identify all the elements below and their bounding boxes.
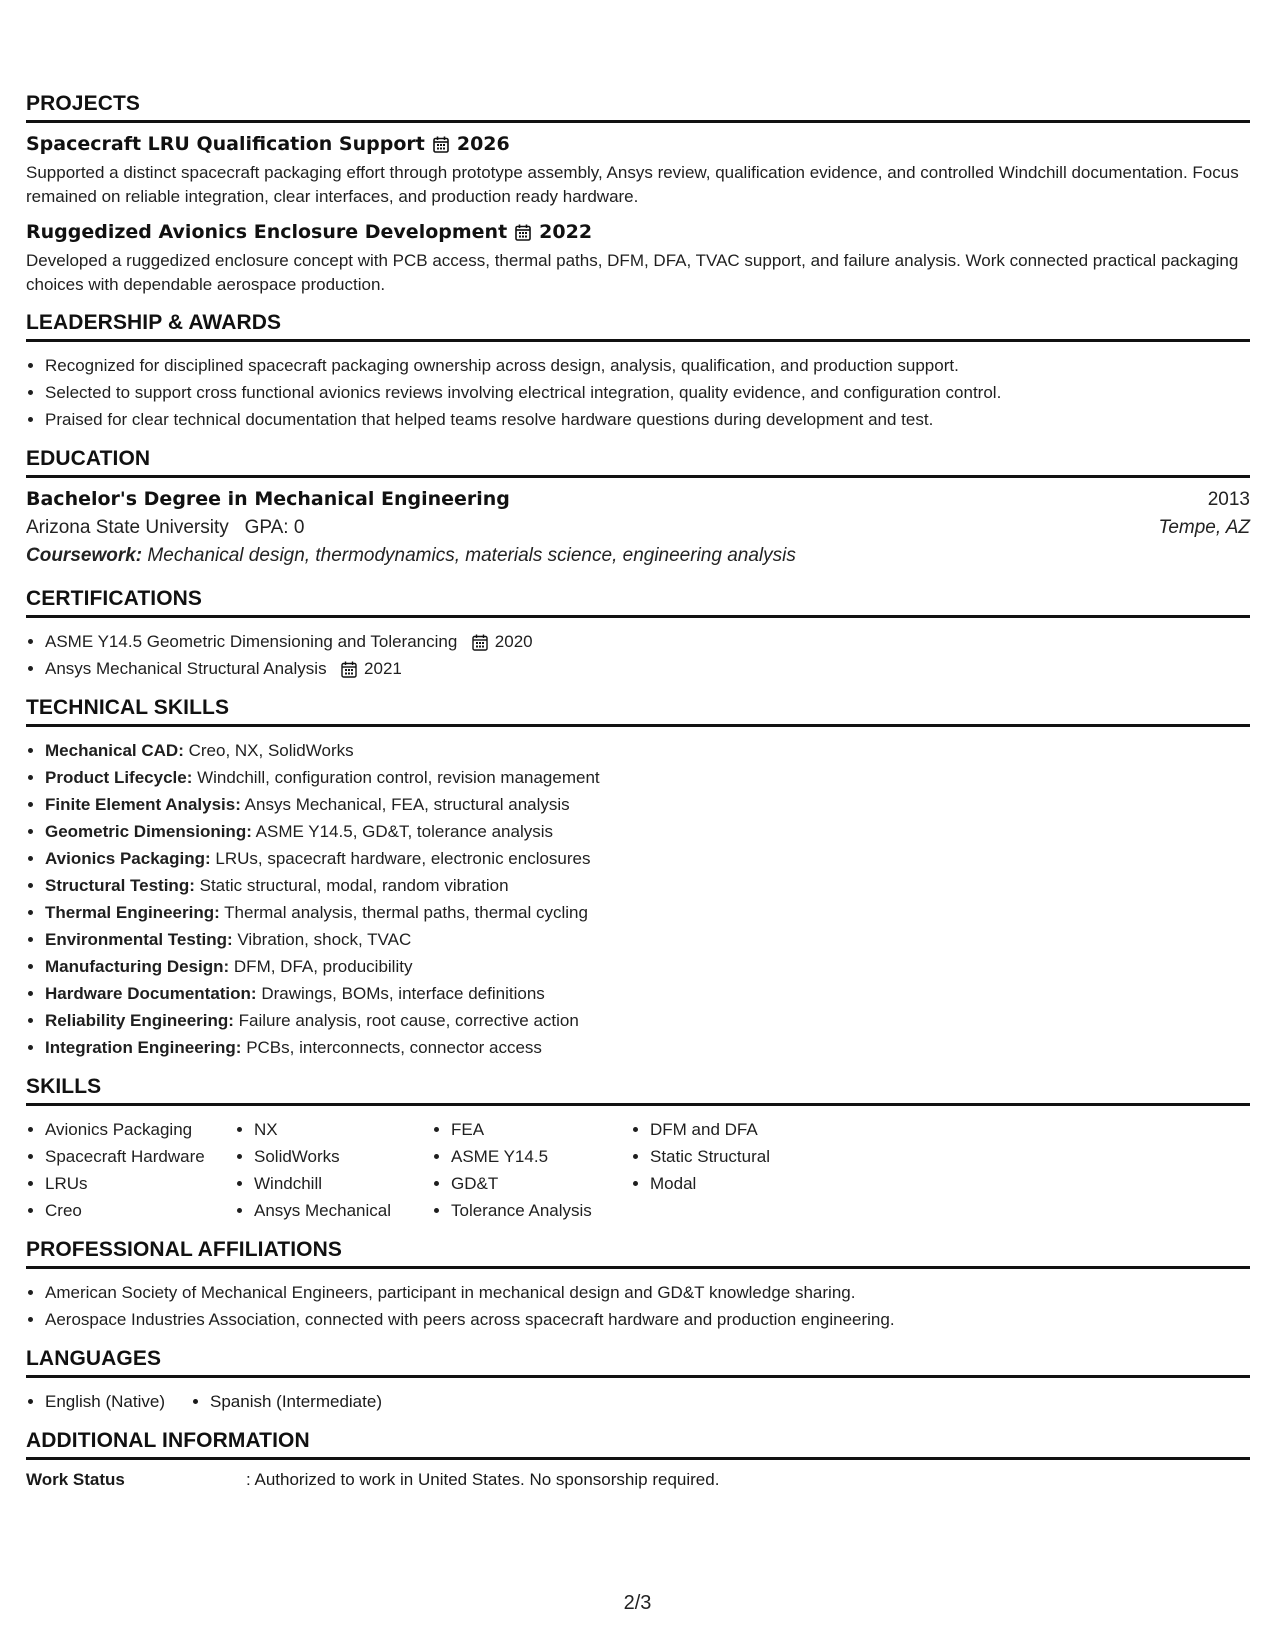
skill-value: Drawings, BOMs, interface definitions [261,984,545,1003]
list-item [45,628,1250,655]
calendar-icon [433,136,449,153]
calendar-icon [341,661,357,678]
skill-value: Vibration, shock, TVAC [237,930,412,949]
resume-page [26,92,1250,1504]
list-item [45,655,1250,682]
skill-value: Ansys Mechanical, FEA, structural analysis [244,795,570,814]
skills-column [631,1116,850,1224]
skill-label: Reliability Engineering: [45,1011,234,1030]
list-item: • Ansys Mechanical [254,1197,432,1224]
skill-value: ASME Y14.5, GD&T, tolerance analysis [255,822,553,841]
list-item [45,872,1250,899]
project-title [26,133,1250,155]
certifications-section [26,587,1250,682]
list-item [45,791,1250,818]
skill-label: Avionics Packaging: [45,849,211,868]
languages-section [26,1347,1250,1415]
affiliations-section [26,1238,1250,1333]
list-item: • Static Structural [650,1143,850,1170]
skill-value: LRUs, spacecraft hardware, electronic enclosures [215,849,591,868]
project-name: Spacecraft LRU Qualification Support [26,133,425,155]
skill-label: Geometric Dimensioning: [45,822,252,841]
project-description: Supported a distinct spacecraft packaging effort through prototype assembly, Ansys review, qualification evidence, and controlled Windchill documentation. Focus remained on reliable integration, clear interfaces, and production ready hardware. [26,163,1239,206]
list-item: • Praised for clear technical documentation that helped teams resolve hardware questions during development and test. [45,406,1250,433]
section-title: EDUCATION [26,447,1250,478]
list-item: • GD&T [451,1170,631,1197]
coursework-value: Mechanical design, thermodynamics, materials science, engineering analysis [147,545,796,566]
project-year: 2022 [539,221,593,243]
skills-column [26,1116,235,1224]
list-item: • SolidWorks [254,1143,432,1170]
section-title: TECHNICAL SKILLS [26,696,1250,727]
skill-value: Creo, NX, SolidWorks [188,741,354,760]
project-item [26,133,1250,209]
skill-label: Structural Testing: [45,876,195,895]
section-title: PROFESSIONAL AFFILIATIONS [26,1238,1250,1269]
skills-columns [26,1116,1250,1224]
skill-value: Failure analysis, root cause, corrective action [238,1011,579,1030]
project-name: Ruggedized Avionics Enclosure Development [26,221,508,243]
education-header [26,488,1250,511]
section-title: ADDITIONAL INFORMATION [26,1429,1250,1460]
list-item: • DFM and DFA [650,1116,850,1143]
skill-value: Thermal analysis, thermal paths, thermal cycling [224,903,588,922]
list-item [45,764,1250,791]
skill-label: Mechanical CAD: [45,741,184,760]
list-item: • LRUs [45,1170,235,1197]
list-item [45,980,1250,1007]
school-location: Tempe, AZ [1158,517,1250,538]
cert-name: Ansys Mechanical Structural Analysis [45,659,327,678]
list-item: • ASME Y14.5 [451,1143,631,1170]
gpa: GPA: 0 [244,517,305,538]
list-item [45,1007,1250,1034]
graduation-year: 2013 [1207,489,1250,510]
skills-column [432,1116,631,1224]
projects-section [26,92,1250,297]
list-item: • American Society of Mechanical Engineers, participant in mechanical design and GD&T knowledge sharing. [45,1279,1250,1306]
coursework [26,545,1250,567]
skill-value: Static structural, modal, random vibration [199,876,509,895]
work-status-label: Work Status [26,1470,125,1489]
list-item [45,737,1250,764]
skill-value: Windchill, configuration control, revision management [197,768,600,787]
page-number: 2/3 [623,1592,652,1614]
list-item [45,926,1250,953]
section-title: LEADERSHIP & AWARDS [26,311,1250,342]
calendar-icon [515,224,531,241]
section-title: LANGUAGES [26,1347,1250,1378]
list-item: • NX [254,1116,432,1143]
languages-list [26,1388,1250,1415]
leadership-section [26,311,1250,433]
list-item: • Spanish (Intermediate) [210,1388,382,1415]
list-item: • Recognized for disciplined spacecraft packaging ownership across design, analysis, qualification, and production support. [45,352,1250,379]
list-item: • Tolerance Analysis [451,1197,631,1224]
list-item: • English (Native) [45,1388,165,1415]
skills-column [235,1116,432,1224]
school-name: Arizona State University [26,517,229,538]
section-title: CERTIFICATIONS [26,587,1250,618]
coursework-label: Coursework: [26,545,143,566]
skill-label: Environmental Testing: [45,930,233,949]
list-item [45,818,1250,845]
list-item: • Aerospace Industries Association, connected with peers across spacecraft hardware and production engineering. [45,1306,1250,1333]
education-section [26,447,1250,567]
degree: Bachelor's Degree in Mechanical Engineering [26,488,510,510]
list-item: • Selected to support cross functional avionics reviews involving electrical integration, quality evidence, and configuration control. [45,379,1250,406]
section-title: SKILLS [26,1075,1250,1106]
list-item [45,953,1250,980]
work-status-row [26,1470,1250,1490]
education-details [26,511,1250,539]
technical-skills-section [26,696,1250,1061]
skill-label: Manufacturing Design: [45,957,230,976]
calendar-icon [472,634,488,651]
skill-value: PCBs, interconnects, connector access [246,1038,542,1057]
skill-label: Integration Engineering: [45,1038,242,1057]
skills-section [26,1075,1250,1224]
list-item: • Modal [650,1170,850,1197]
skill-value: DFM, DFA, producibility [233,957,413,976]
affiliations-list [26,1279,1250,1333]
list-item: • Avionics Packaging [45,1116,235,1143]
skill-label: Thermal Engineering: [45,903,220,922]
school-line [26,517,304,539]
certifications-list [26,628,1250,682]
list-item: • Windchill [254,1170,432,1197]
list-item [45,845,1250,872]
list-item: • FEA [451,1116,631,1143]
list-item [45,1034,1250,1061]
technical-skills-list [26,737,1250,1061]
list-item: • Creo [45,1197,235,1224]
skill-label: Hardware Documentation: [45,984,257,1003]
leadership-list [26,352,1250,433]
project-year: 2026 [456,133,510,155]
project-item [26,221,1250,297]
cert-name: ASME Y14.5 Geometric Dimensioning and Tolerancing [45,632,458,651]
skill-label: Finite Element Analysis: [45,795,241,814]
skill-label: Product Lifecycle: [45,768,193,787]
project-description: Developed a ruggedized enclosure concept with PCB access, thermal paths, DFM, DFA, TVAC support, and failure analysis. Work connected practical packaging choices with dependable aerospace production. [26,251,1239,294]
cert-year: 2020 [494,632,533,651]
work-status-value: : Authorized to work in United States. No sponsorship required. [246,1470,720,1489]
list-item: • Spacecraft Hardware [45,1143,235,1170]
additional-info-section [26,1429,1250,1490]
section-title: PROJECTS [26,92,1250,123]
project-title [26,221,1250,243]
list-item [45,899,1250,926]
cert-year: 2021 [364,659,402,678]
